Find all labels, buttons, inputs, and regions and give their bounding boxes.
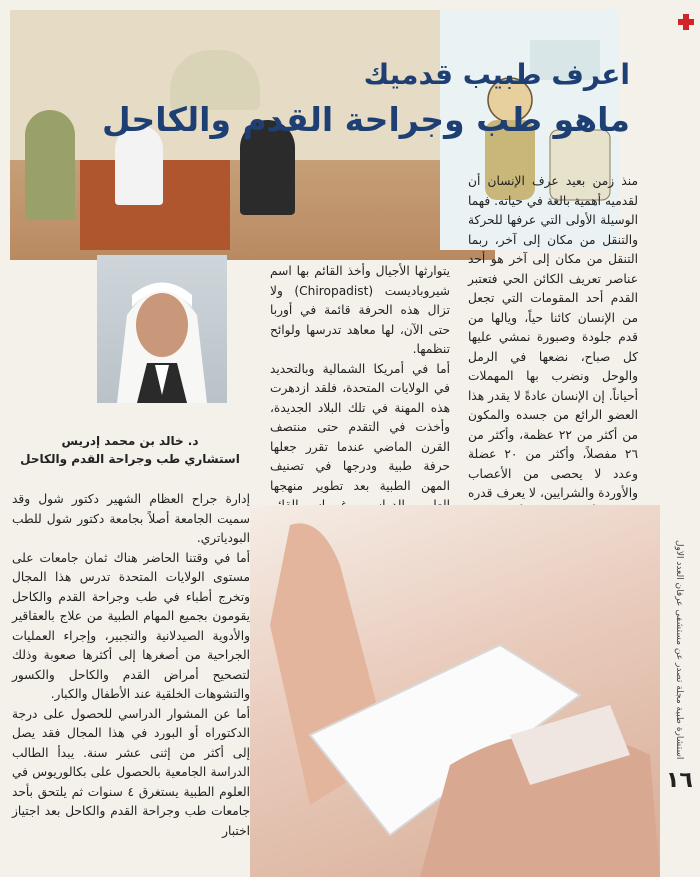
author-title: استشاري طب وجراحة القدم والكاحل	[20, 452, 240, 466]
portrait-drawing	[97, 255, 227, 403]
page-number: ١٦	[666, 768, 693, 793]
cartoon-figure-left	[25, 110, 75, 220]
paragraph: منذ زمن بعيد عرف الإنسان أن لقدميه أهمية بالغة في حياته. فهما الوسيلة الأولى التي عرفها للحركة والتنقل من مكان إلى آخر، ربما التنقل من مكان إلى آخر هو أحد عناصر تعريف الكائن الحي فتعتبر القدم أحد المقومات التي تجعل من الإنسان كائنا حياً، ويالها من قدم جلودة وصبورة نمشي عليها كل صباح، نضعها في الرمل والوحل ونضرب بها المهملات أحياناً. إن الإنسان عادةً لا يقدر هذا العضو الرائع من جسده والمكون من أكثر من ٢٢ عظمة، وأكثر من ٢٦ مفصلاً، وأكثر من ٢٠ عضلة وعدد لا يحصى من الأعصاب والأوردة والشرايين، لا يعرف قدره	[468, 174, 639, 500]
headline-line-2: ماهو طب وجراحة القدم والكاحل	[101, 100, 630, 139]
magazine-side-text: استشارة طبية مجلة تصدر عن مستشفى عرفان العدد الأول	[674, 540, 684, 760]
paragraph: أما في أمريكا الشمالية وبالتحديد في الولايات المتحدة، فلقد ازدهرت هذه المهنة في تلك البلاد الجديدة، وأخذت في التقدم حتى منتصف القرن الماضي عندما تقرر جعلها حرفة طبية ودرجها في تصنيف المهن الطبية بعد تطوير منهجها	[270, 361, 450, 493]
paragraph: يتوارثها الأجيال وأخذ القائم بها اسم شيروباديست (Chiropadist) ولا تزال هذه الحرفة قائمة في أوربا حتى الآن، لها معاهد تدرسها ولوائح تنظمها.	[270, 264, 450, 356]
author-caption	[10, 432, 250, 468]
paragraph: أما في وقتنا الحاضر هناك ثمان جامعات على مستوى الولايات المتحدة تدرس هذا المجال وتخرج أطباء في طب وجراحة القدم والكاحل يقومون بجميع المهام الطبية من علاج بالعقاقير والأدوية الصيدلانية والتجبير، وإجراء العمليات الجراحية من أصغرها إلى أكثرها صعوبة وذلك لتصحيح أمراض القدم والكاحل والكسور والتشوهات الخلقية عند الأطفال والكبار.	[12, 550, 250, 701]
paragraph: أما عن المشوار الدراسي للحصول على درجة الدكتوراه أو البورد في هذا المجال فقد يصل إلى أكثر من إثنى عشر سنة. يبدأ الطالب الدراسة الجامعية بالحصول على بكالوريوس في العلوم الطبية يستغرق ٤ سنوات ثم يلتحق بأحد جامعات طب وجراحة القدم والكاحل بعد اجتياز اختبار	[12, 706, 250, 838]
paragraph: إدارة جراح العظام الشهير دكتور شول وقد سميت الجامعة أصلاً بجامعة دكتور شول للطب البودياتري.	[12, 492, 250, 545]
author-portrait	[97, 255, 227, 403]
bandaged-foot-photo	[250, 505, 660, 877]
foot-drawing	[250, 505, 660, 877]
article-column-left	[12, 490, 250, 841]
headline-line-1: اعرف طبيب قدميك	[363, 58, 630, 91]
author-name: د. خالد بن محمد إدريس	[61, 434, 199, 448]
red-cross-icon	[676, 12, 696, 32]
